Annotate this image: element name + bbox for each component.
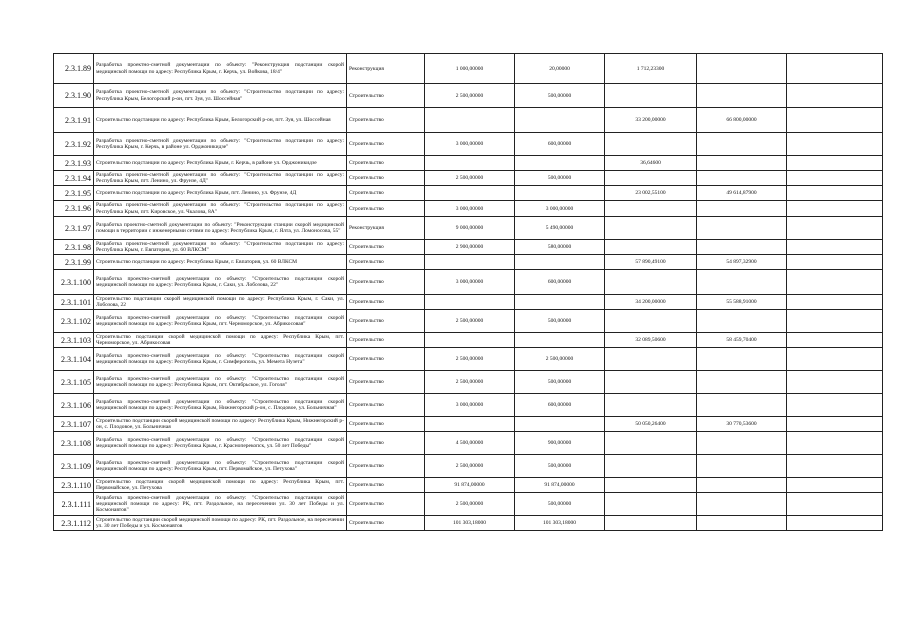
- object-name: Разработка проектно-сметной документации по объекту: "Строительство подстанции скорой медицинской помощи по адресу: Республика Крым, г. Симферополь, ул. Мемета Нузета": [94, 348, 347, 371]
- row-number: 2.3.1.97: [54, 217, 94, 240]
- row-number: 2.3.1.90: [54, 84, 94, 108]
- table-row: [54, 54, 883, 84]
- table-row: [54, 516, 883, 531]
- row-number: 2.3.1.109: [54, 455, 94, 478]
- work-type: Строительство: [347, 295, 425, 310]
- table-row: [54, 133, 883, 156]
- amount-1: [425, 295, 515, 310]
- row-number: 2.3.1.89: [54, 54, 94, 84]
- amount-5: [787, 240, 883, 255]
- table-row: [54, 432, 883, 455]
- table-row: [54, 186, 883, 201]
- budget-table: [53, 53, 883, 531]
- amount-3: 1 712,23300: [605, 54, 697, 84]
- work-type: Строительство: [347, 270, 425, 295]
- amount-4: [697, 493, 787, 516]
- amount-1: 3 000,00000: [425, 394, 515, 417]
- amount-4: [697, 310, 787, 333]
- row-number: 2.3.1.101: [54, 295, 94, 310]
- object-name: Строительство подстанции скорой медицинской помощи по адресу: Республика Крым, пгт. Черноморское, ул. Абрикосовая: [94, 333, 347, 348]
- table-row: [54, 270, 883, 295]
- work-type: Строительство: [347, 371, 425, 394]
- amount-1: 2 500,00000: [425, 84, 515, 108]
- work-type: Строительство: [347, 333, 425, 348]
- amount-5: [787, 156, 883, 171]
- object-name: Разработка проектно-сметной документации по объекту: "Строительство подстанции скорой медицинской помощи по адресу: Республика Крым, г. Красноперекопск, ул. 50 лет Победы": [94, 432, 347, 455]
- amount-4: 54 897,32900: [697, 255, 787, 270]
- amount-4: [697, 54, 787, 84]
- amount-2: 600,00000: [515, 270, 605, 295]
- amount-1: 2 500,00000: [425, 348, 515, 371]
- table-row: [54, 217, 883, 240]
- amount-3: [605, 455, 697, 478]
- table-row: [54, 478, 883, 493]
- amount-3: 57 890,49100: [605, 255, 697, 270]
- amount-4: [697, 270, 787, 295]
- work-type: Реконструкция: [347, 54, 425, 84]
- amount-1: [425, 186, 515, 201]
- amount-4: [697, 84, 787, 108]
- amount-2: 500,00000: [515, 310, 605, 333]
- amount-4: 55 588,91000: [697, 295, 787, 310]
- table-row: [54, 394, 883, 417]
- amount-2: 600,00000: [515, 394, 605, 417]
- amount-5: [787, 348, 883, 371]
- row-number: 2.3.1.106: [54, 394, 94, 417]
- row-number: 2.3.1.99: [54, 255, 94, 270]
- row-number: 2.3.1.98: [54, 240, 94, 255]
- amount-5: [787, 516, 883, 531]
- amount-1: 2 900,00000: [425, 240, 515, 255]
- amount-2: 500,00000: [515, 171, 605, 186]
- amount-5: [787, 54, 883, 84]
- amount-1: 2 500,00000: [425, 493, 515, 516]
- amount-1: 101 303,18000: [425, 516, 515, 531]
- amount-3: [605, 201, 697, 217]
- object-name: Строительство подстанции скорой медицинской помощи по адресу: Республика Крым, г. Саки, ул. Лобозова, 22: [94, 295, 347, 310]
- work-type: Строительство: [347, 478, 425, 493]
- amount-2: 2 500,00000: [515, 348, 605, 371]
- work-type: Строительство: [347, 255, 425, 270]
- amount-2: 3 000,00000: [515, 201, 605, 217]
- amount-4: [697, 348, 787, 371]
- amount-3: 36,64600: [605, 156, 697, 171]
- amount-4: [697, 201, 787, 217]
- amount-2: 101 303,18000: [515, 516, 605, 531]
- work-type: Строительство: [347, 432, 425, 455]
- amount-5: [787, 493, 883, 516]
- amount-5: [787, 371, 883, 394]
- amount-5: [787, 432, 883, 455]
- row-number: 2.3.1.105: [54, 371, 94, 394]
- amount-5: [787, 217, 883, 240]
- amount-2: [515, 295, 605, 310]
- amount-5: [787, 108, 883, 133]
- amount-4: [697, 478, 787, 493]
- table-row: [54, 108, 883, 133]
- row-number: 2.3.1.100: [54, 270, 94, 295]
- amount-4: [697, 156, 787, 171]
- amount-4: [697, 455, 787, 478]
- work-type: Строительство: [347, 348, 425, 371]
- row-number: 2.3.1.94: [54, 171, 94, 186]
- amount-2: [515, 333, 605, 348]
- row-number: 2.3.1.111: [54, 493, 94, 516]
- amount-2: [515, 108, 605, 133]
- table-row: [54, 371, 883, 394]
- amount-3: [605, 432, 697, 455]
- amount-1: [425, 417, 515, 432]
- amount-5: [787, 394, 883, 417]
- amount-1: [425, 108, 515, 133]
- amount-4: 58 459,70400: [697, 333, 787, 348]
- object-name: Строительство подстанции по адресу: Республика Крым, г. Евпатория, ул. 60 ВЛКСМ: [94, 255, 347, 270]
- amount-4: [697, 516, 787, 531]
- table-row: [54, 255, 883, 270]
- amount-1: 3 000,00000: [425, 133, 515, 156]
- work-type: Строительство: [347, 455, 425, 478]
- amount-3: [605, 270, 697, 295]
- amount-1: 2 500,00000: [425, 171, 515, 186]
- amount-5: [787, 455, 883, 478]
- amount-3: [605, 240, 697, 255]
- table-row: [54, 417, 883, 432]
- row-number: 2.3.1.112: [54, 516, 94, 531]
- row-number: 2.3.1.110: [54, 478, 94, 493]
- work-type: Строительство: [347, 156, 425, 171]
- object-name: Разработка проектно-сметной документации по объекту: "Строительство подстанции скорой медицинской помощи по адресу: Республика Крым, Нижнегорский р-он, с. Плодовое, ул. Больничная": [94, 394, 347, 417]
- amount-3: [605, 171, 697, 186]
- amount-1: 1 000,00000: [425, 54, 515, 84]
- object-name: Разработка проектно-сметной документации по объекту: "Реконструкция станции скорой медицинской помощи в территории с инженерными сетями по адресу: Республика Крым, г. Ялта, ул. Ломоносова, 55": [94, 217, 347, 240]
- amount-5: [787, 270, 883, 295]
- amount-1: 3 000,00000: [425, 270, 515, 295]
- amount-3: 32 089,50600: [605, 333, 697, 348]
- work-type: Строительство: [347, 84, 425, 108]
- amount-5: [787, 84, 883, 108]
- work-type: Строительство: [347, 133, 425, 156]
- object-name: Разработка проектно-сметной документации по объекту: "Строительство подстанции по адресу: Республика Крым, Белогорский р-он, пгт. Зуя, ул. Шоссейная": [94, 84, 347, 108]
- amount-3: [605, 371, 697, 394]
- work-type: Строительство: [347, 417, 425, 432]
- amount-4: 66 800,00000: [697, 108, 787, 133]
- object-name: Строительство подстанции скорой медицинской помощи по адресу: РК, пгт. Раздольное, на пересечении ул. 30 лет Победы и ул. Космонавтов: [94, 516, 347, 531]
- amount-4: [697, 371, 787, 394]
- amount-5: [787, 310, 883, 333]
- amount-5: [787, 171, 883, 186]
- amount-5: [787, 201, 883, 217]
- object-name: Строительство подстанции по адресу: Республика Крым, Белогорский р-он, пгт. Зуя, ул. Шоссейная: [94, 108, 347, 133]
- amount-4: [697, 394, 787, 417]
- amount-1: 2 500,00000: [425, 310, 515, 333]
- amount-1: [425, 255, 515, 270]
- amount-2: 500,00000: [515, 455, 605, 478]
- table-row: [54, 295, 883, 310]
- object-name: Разработка проектно-сметной документации по объекту: "Строительство подстанции скорой медицинской помощи по адресу: Республика Крым, пгт. Черноморское, ул. Абрикосовая": [94, 310, 347, 333]
- work-type: Реконструкция: [347, 217, 425, 240]
- amount-3: [605, 478, 697, 493]
- work-type: Строительство: [347, 493, 425, 516]
- table-row: [54, 240, 883, 255]
- work-type: Строительство: [347, 108, 425, 133]
- work-type: Строительство: [347, 310, 425, 333]
- row-number: 2.3.1.108: [54, 432, 94, 455]
- amount-4: [697, 217, 787, 240]
- amount-2: 20,00000: [515, 54, 605, 84]
- amount-3: [605, 493, 697, 516]
- object-name: Строительство подстанции по адресу: Республика Крым, пгт. Ленино, ул. Фрунзе, 4Д: [94, 186, 347, 201]
- amount-2: [515, 156, 605, 171]
- work-type: Строительство: [347, 394, 425, 417]
- work-type: Строительство: [347, 171, 425, 186]
- row-number: 2.3.1.96: [54, 201, 94, 217]
- work-type: Строительство: [347, 516, 425, 531]
- amount-2: [515, 417, 605, 432]
- object-name: Разработка проектно-сметной документации по объекту: "Реконструкция подстанции скорой медицинской помощи по адресу: Республика Крым, г. Керчь, ул. Войкова, 18/4": [94, 54, 347, 84]
- amount-2: 900,00000: [515, 432, 605, 455]
- amount-2: [515, 255, 605, 270]
- row-number: 2.3.1.104: [54, 348, 94, 371]
- object-name: Строительство подстанции по адресу: Республика Крым, г. Керчь, в районе ул. Орджоникидзе: [94, 156, 347, 171]
- amount-3: [605, 217, 697, 240]
- amount-2: 500,00000: [515, 84, 605, 108]
- amount-1: [425, 156, 515, 171]
- table-body: [54, 54, 883, 531]
- table-row: [54, 455, 883, 478]
- object-name: Разработка проектно-сметной документации по объекту: "Строительство подстанции скорой медицинской помощи по адресу: Республика Крым, пгт. Октябрьское, ул. Гоголя": [94, 371, 347, 394]
- amount-5: [787, 133, 883, 156]
- object-name: Разработка проектно-сметной документации по объекту: "Строительство подстанции скорой медицинской помощи по адресу: РК, пгт. Раздольное, на пересечении ул. 30 лет Победы и ул. Космонавтов": [94, 493, 347, 516]
- amount-2: [515, 186, 605, 201]
- amount-5: [787, 417, 883, 432]
- table-row: [54, 156, 883, 171]
- amount-3: 50 050,26400: [605, 417, 697, 432]
- row-number: 2.3.1.91: [54, 108, 94, 133]
- amount-3: [605, 133, 697, 156]
- row-number: 2.3.1.92: [54, 133, 94, 156]
- table-row: [54, 201, 883, 217]
- object-name: Разработка проектно-сметной документации по объекту: "Строительство подстанции по адресу: Республика Крым, пгт. Ленино, ул. Фрунзе, 4Д": [94, 171, 347, 186]
- table-row: [54, 333, 883, 348]
- object-name: Разработка проектно-сметной документации по объекту: "Строительство подстанции скорой медицинской помощи по адресу: Республика Крым, г. Саки, ул. Лобозова, 22": [94, 270, 347, 295]
- amount-1: 2 500,00000: [425, 455, 515, 478]
- object-name: Строительство подстанции скорой медицинской помощи по адресу: Республика Крым, пгт. Первомайское, ул. Петухова: [94, 478, 347, 493]
- object-name: Разработка проектно-сметной документации по объекту: "Строительство подстанции по адресу: Республика Крым, г. Керчь, в районе ул. Орджоникидзе": [94, 133, 347, 156]
- amount-5: [787, 478, 883, 493]
- work-type: Строительство: [347, 240, 425, 255]
- amount-1: 3 000,00000: [425, 201, 515, 217]
- amount-2: 5 490,00000: [515, 217, 605, 240]
- row-number: 2.3.1.93: [54, 156, 94, 171]
- object-name: Разработка проектно-сметной документации по объекту: "Строительство подстанции по адресу: Республика Крым, г. Евпатория, ул. 60 ВЛКСМ": [94, 240, 347, 255]
- amount-3: [605, 310, 697, 333]
- amount-4: 30 770,53600: [697, 417, 787, 432]
- amount-3: 23 002,55100: [605, 186, 697, 201]
- amount-3: [605, 516, 697, 531]
- amount-4: 49 614,87900: [697, 186, 787, 201]
- row-number: 2.3.1.95: [54, 186, 94, 201]
- amount-1: 91 874,00000: [425, 478, 515, 493]
- work-type: Строительство: [347, 186, 425, 201]
- work-type: Строительство: [347, 201, 425, 217]
- amount-1: 2 500,00000: [425, 371, 515, 394]
- amount-3: [605, 394, 697, 417]
- amount-3: [605, 348, 697, 371]
- table-row: [54, 348, 883, 371]
- row-number: 2.3.1.102: [54, 310, 94, 333]
- amount-2: 500,00000: [515, 493, 605, 516]
- row-number: 2.3.1.103: [54, 333, 94, 348]
- object-name: Разработка проектно-сметной документации по объекту: "Строительство подстанции по адресу: Республика Крым, пгт. Кировское, ул. Чкалова, 8А": [94, 201, 347, 217]
- amount-2: 580,00000: [515, 240, 605, 255]
- table-row: [54, 493, 883, 516]
- amount-5: [787, 295, 883, 310]
- amount-4: [697, 133, 787, 156]
- amount-3: 33 200,00000: [605, 108, 697, 133]
- amount-3: [605, 84, 697, 108]
- amount-3: 34 200,00000: [605, 295, 697, 310]
- amount-4: [697, 171, 787, 186]
- amount-4: [697, 432, 787, 455]
- object-name: Строительство подстанции скорой медицинской помощи по адресу: Республика Крым, Нижнегорский р-он, с. Плодовое, ул. Больничная: [94, 417, 347, 432]
- table-row: [54, 84, 883, 108]
- object-name: Разработка проектно-сметной документации по объекту: "Строительство подстанции скорой медицинской помощи по адресу: Республика Крым, пгт. Первомайское, ул. Петухова": [94, 455, 347, 478]
- table-row: [54, 310, 883, 333]
- row-number: 2.3.1.107: [54, 417, 94, 432]
- amount-1: [425, 333, 515, 348]
- amount-2: 600,00000: [515, 133, 605, 156]
- amount-2: 500,00000: [515, 371, 605, 394]
- amount-5: [787, 255, 883, 270]
- amount-5: [787, 186, 883, 201]
- amount-1: 4 500,00000: [425, 432, 515, 455]
- amount-4: [697, 240, 787, 255]
- amount-5: [787, 333, 883, 348]
- table-row: [54, 171, 883, 186]
- amount-1: 9 000,00000: [425, 217, 515, 240]
- amount-2: 91 874,00000: [515, 478, 605, 493]
